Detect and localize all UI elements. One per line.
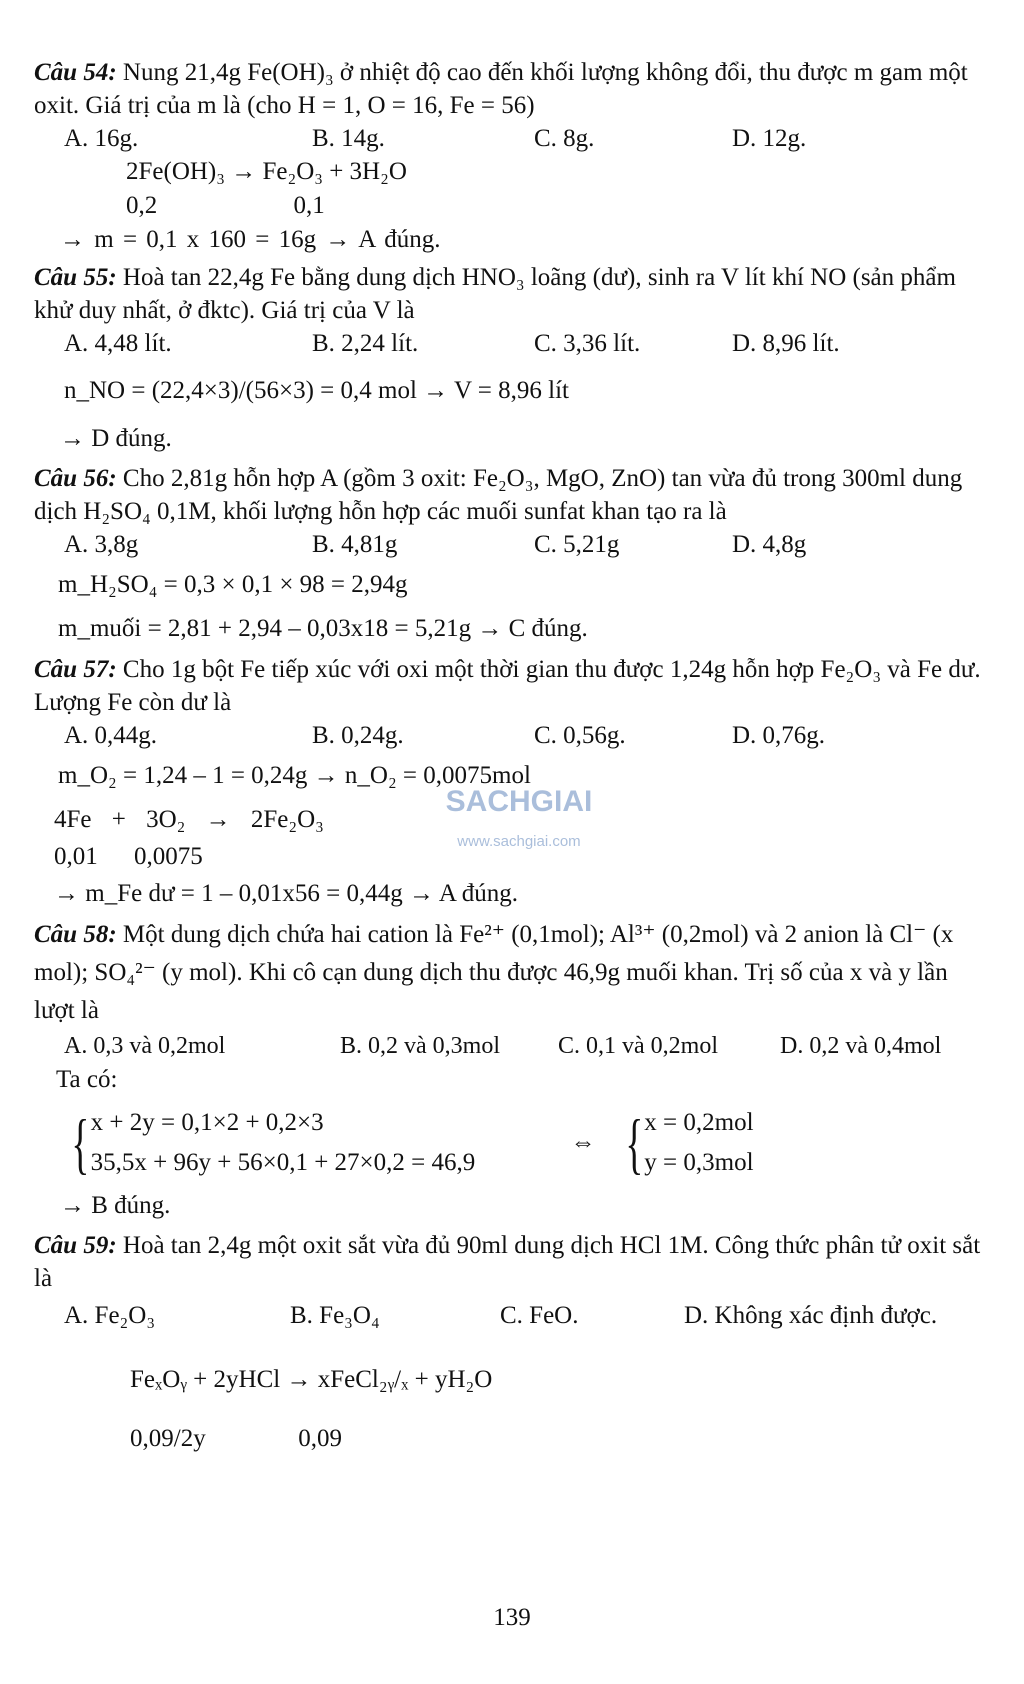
option-c: C. 0,1 và 0,2mol [558,1033,718,1059]
question-text: Một dung dịch chứa hai cation là Fe²⁺ (0,1mol); Al³⁺ (0,2mol) và 2 anion là Cl⁻ (x mol); SO₄²⁻ (y mol). Khi cô cạn dung dịch thu được 46,9g muối khan. Trị số của x và y lần lượt là [34,921,954,1024]
solution-line: m_H₂SO₄ = 0,3 × 0,1 × 98 = 2,94g [58,571,408,598]
solution-line [130,1422,989,1456]
equation-2: 35,5x + 96y + 56×0,1 + 27×0,2 = 46,9 [90,1149,476,1176]
option-c: C. 3,36 lít. [534,330,641,357]
solution-line: → B đúng. [60,1192,171,1219]
mole-value: 0,09 [298,1425,342,1452]
equation-system [64,1103,989,1183]
option-a: A. 3,8g [64,531,139,558]
question-label: Câu 57: [34,656,117,683]
solution-line: m_O₂ = 1,24 – 1 = 0,24g → n_O₂ = 0,0075mol [58,762,531,789]
question-label: Câu 56: [34,465,117,492]
watermark-brand: SACHGIAI [445,785,593,818]
solution-intro: Ta có: [56,1066,118,1093]
option-d: D. Không xác định được. [684,1302,938,1329]
answer-options [64,327,989,360]
answer-options [64,528,989,561]
answer-options [64,719,989,752]
question-label: Câu 58: [34,921,117,948]
solution-line: 4Fe + 3O₂ → 2Fe₂O₃ [54,806,324,833]
option-d: D. 4,8g [732,531,807,558]
solution-line: 2Fe(OH)₃ → Fe₂O₃ + 3H₂O [126,158,407,185]
question-text: Cho 2,81g hỗn hợp A (gồm 3 oxit: Fe₂O₃, MgO, ZnO) tan vừa đủ trong 300ml dung dịch H₂SO₄ 0,1M, khối lượng hỗn hợp các muối sunfat khan tạo ra là [34,465,963,525]
answer-options [64,1299,989,1332]
left-brace: { [71,1105,90,1181]
reaction-equation: FeₓOᵧ + 2yHCl → xFeCl₂ᵧ/ₓ + yH₂O [130,1366,493,1393]
equivalence-sign: ⇔ [570,1129,596,1156]
option-a: A. 0,44g. [64,722,158,749]
equation-1: x + 2y = 0,1×2 + 0,2×3 [90,1109,324,1136]
solution-values: 0,2 0,1 [126,192,325,219]
question-text: Nung 21,4g Fe(OH)₃ ở nhiệt độ cao đến khối lượng không đổi, thu được m gam một oxit. Giá trị của m là (cho H = 1, O = 16, Fe = 56) [34,59,968,119]
formula-nno: n_NO = (22,4×3)/(56×3) = 0,4 mol → V = 8,96 lít [64,377,569,404]
option-b: B. Fe₃O₄ [290,1302,380,1329]
option-b: B. 0,2 và 0,3mol [340,1033,500,1059]
option-a: A. Fe₂O₃ [64,1302,156,1329]
question-label: Câu 59: [34,1232,117,1259]
question-55 [34,261,989,327]
answer-options [64,1030,989,1063]
option-a: A. 0,3 và 0,2mol [64,1033,226,1059]
watermark-url: www.sachgiai.com [457,833,581,850]
question-54 [34,56,989,122]
option-c: C. 0,56g. [534,722,626,749]
option-d: D. 0,2 và 0,4mol [780,1033,942,1059]
system-right [644,1103,753,1183]
question-text: Hoà tan 22,4g Fe bằng dung dịch HNO₃ loãng (dư), sinh ra V lít khí NO (sản phẩm khử duy nhất, ở đktc). Giá trị của V là [34,264,956,324]
option-d: D. 12g. [732,125,807,152]
option-d: D. 0,76g. [732,722,826,749]
option-b: B. 2,24 lít. [312,330,419,357]
question-58 [34,916,989,1030]
solution-line: m_muối = 2,81 + 2,94 – 0,03x18 = 5,21g → C đúng. [58,615,588,642]
option-d: D. 8,96 lít. [732,330,840,357]
option-c: C. 8g. [534,125,595,152]
option-b: B. 14g. [312,125,385,152]
question-label: Câu 54: [34,59,117,86]
option-b: B. 4,81g [312,531,398,558]
option-a: A. 4,48 lít. [64,330,172,357]
solution-line: 0,01 0,0075 [54,843,203,870]
solution-line [126,189,989,223]
result-x: x = 0,2mol [644,1109,754,1136]
solution-line: → m = 0,1 x 160 = 16g → A đúng. [60,226,441,253]
watermark [414,785,624,850]
system-left [91,1103,561,1183]
option-b: B. 0,24g. [312,722,404,749]
question-59 [34,1229,989,1295]
question-label: Câu 55: [34,264,117,291]
right-brace: { [624,1105,643,1181]
question-57 [34,653,989,719]
answer-options [64,122,989,155]
question-text: Hoà tan 2,4g một oxit sắt vừa đủ 90ml dung dịch HCl 1M. Công thức phân tử oxit sắt là [34,1232,981,1292]
mole-ratio: 0,09/2y [130,1425,206,1452]
page-number: 139 [493,1604,531,1631]
solution-line: → D đúng. [60,425,172,452]
question-56 [34,462,989,528]
option-c: C. 5,21g [534,531,620,558]
document-page [34,56,989,1456]
option-a: A. 16g. [64,125,139,152]
question-text: Cho 1g bột Fe tiếp xúc với oxi một thời gian thu được 1,24g hỗn hợp Fe₂O₃ và Fe dư. Lượng Fe còn dư là [34,656,981,716]
solution-line: → m_Fe dư = 1 – 0,01x56 = 0,44g → A đúng. [54,880,518,907]
result-y: y = 0,3mol [644,1149,754,1176]
option-c: C. FeO. [500,1302,579,1329]
